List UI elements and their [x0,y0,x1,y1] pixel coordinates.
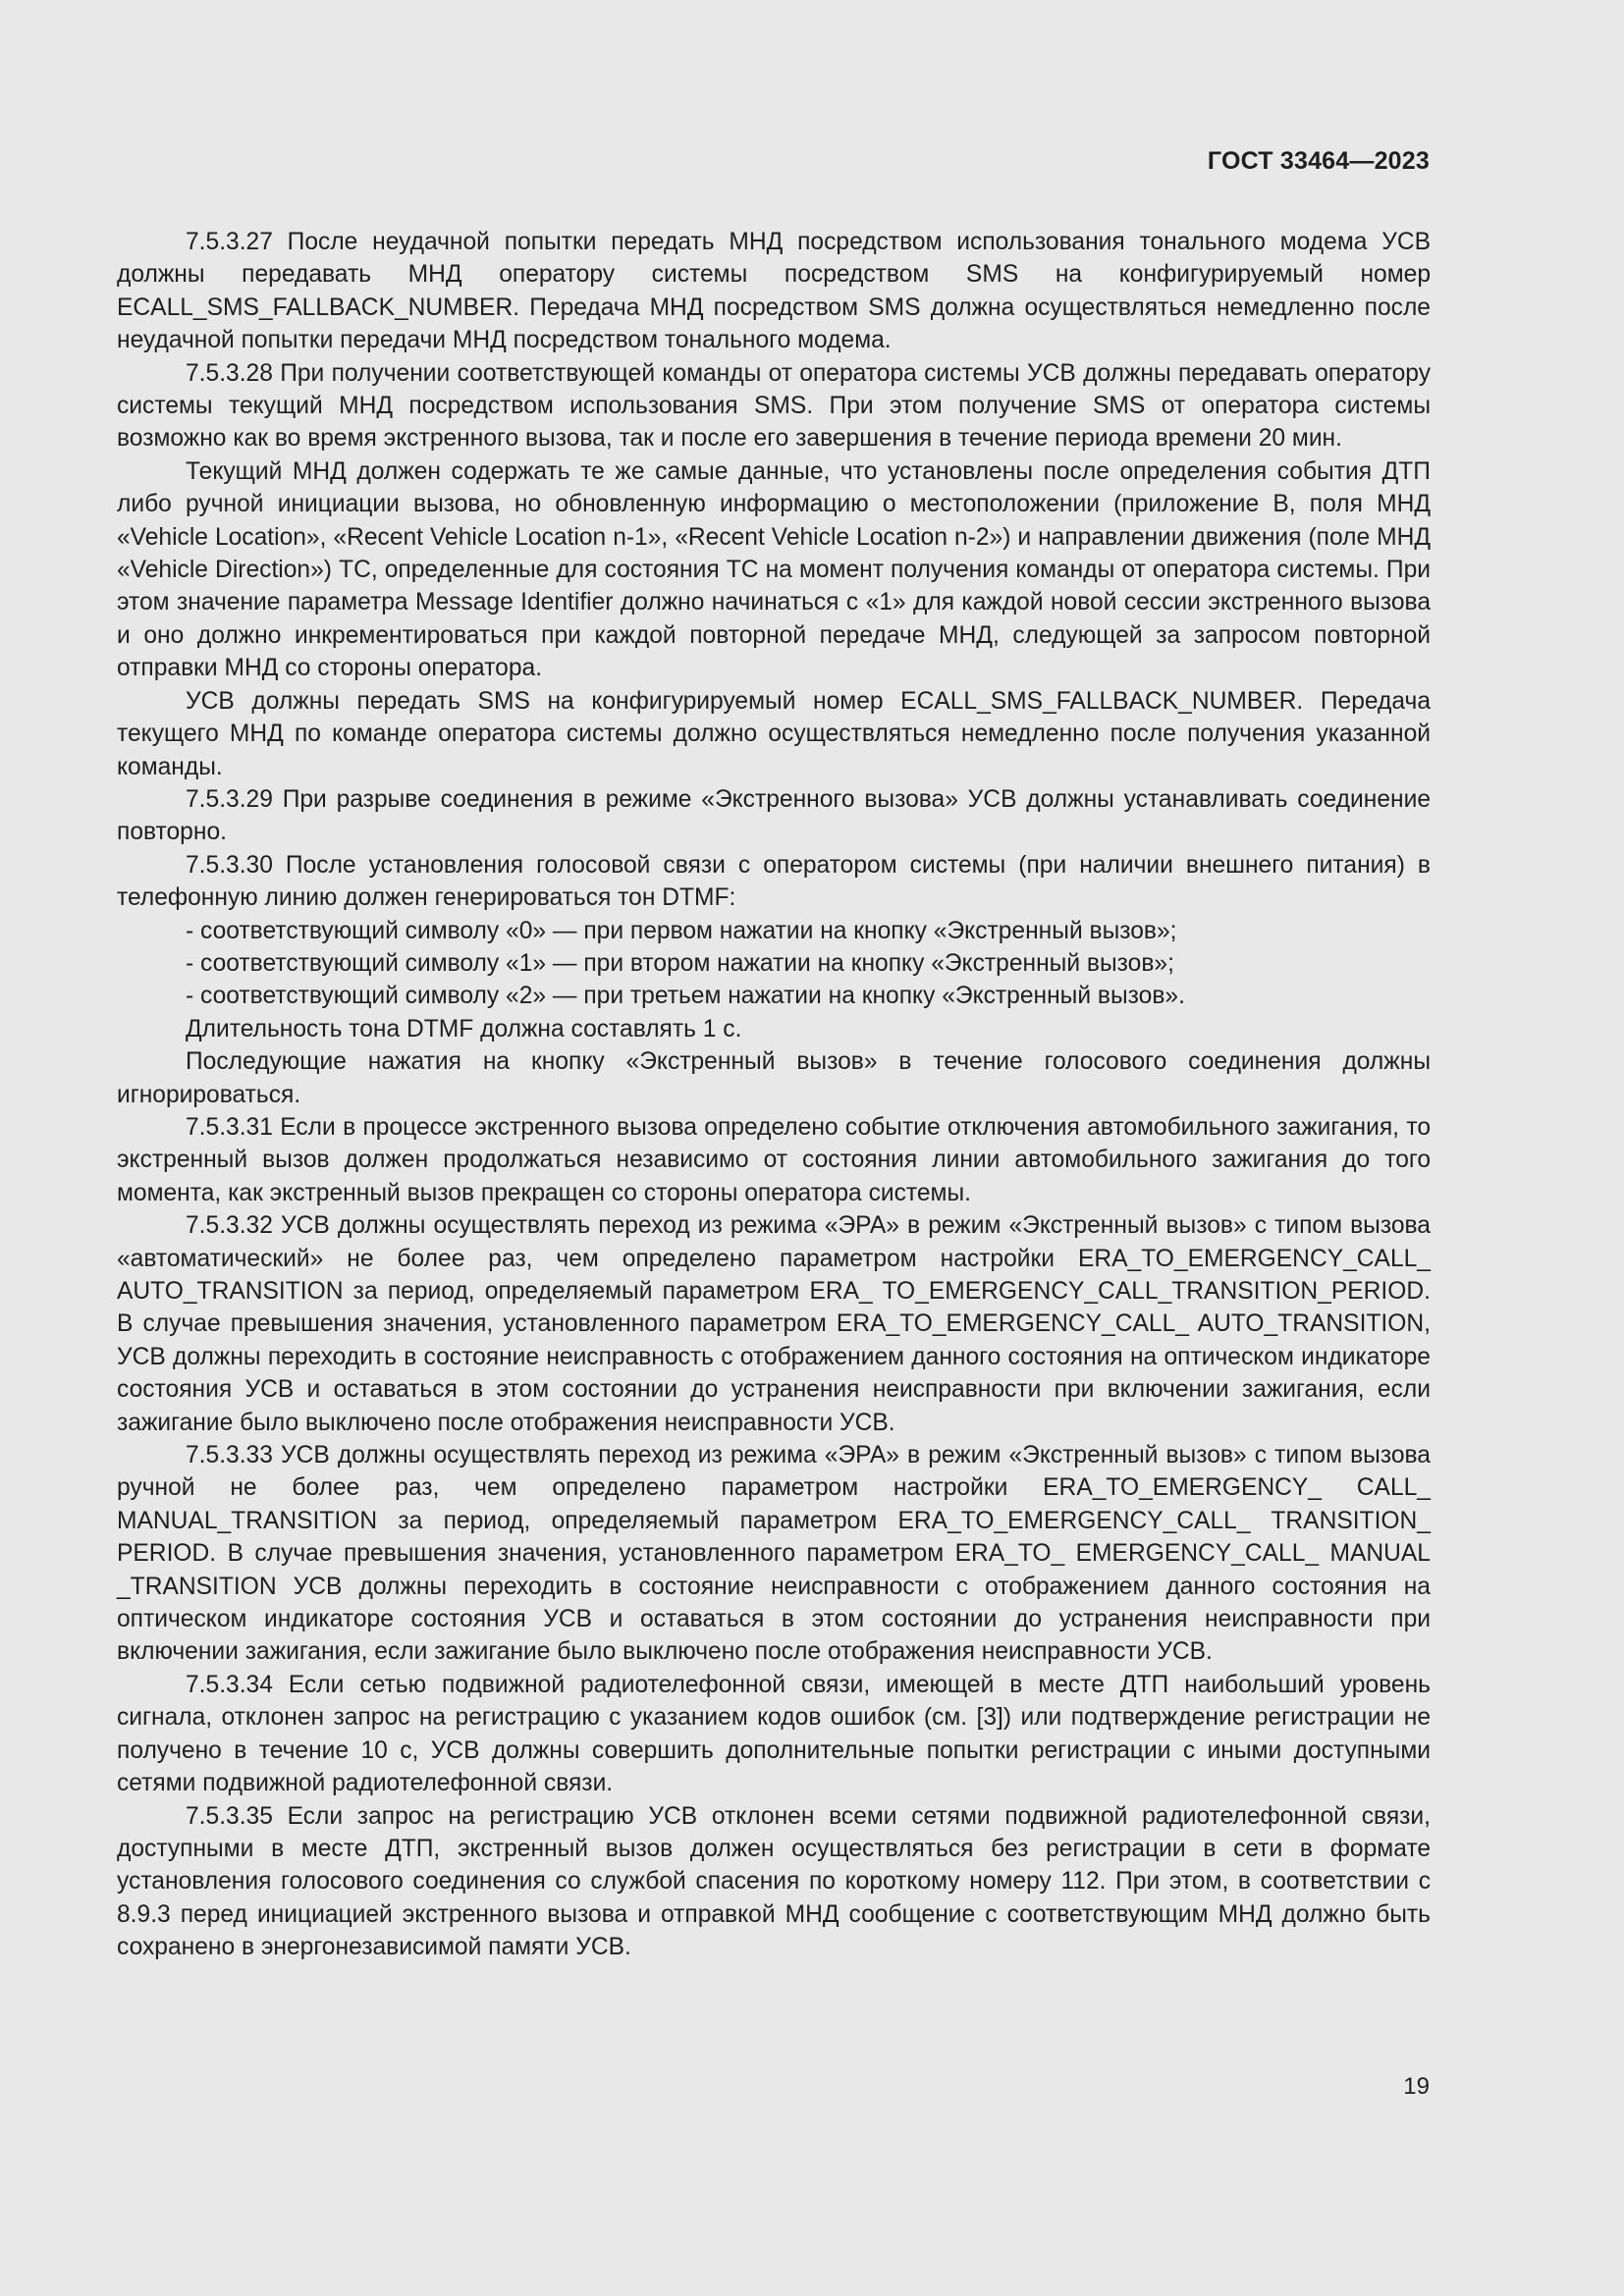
paragraph-subsequent-presses: Последующие нажатия на кнопку «Экстренный вызов» в течение голосового соединения должны игнорироваться. [117,1048,1431,1108]
list-item-dtmf-1: - соответствующий символу «1» — при втором нажатии на кнопку «Экстренный вызов»; [186,949,1174,977]
paragraph-sms-transfer: УСВ должны передать SMS на конфигурируемый номер ECALL_SMS_FALLBACK_NUMBER. Передача текущего МНД по команде оператора системы должно осуществляться немедленно после получения указанной команды. [117,687,1431,780]
paragraph-7-5-3-31: 7.5.3.31 Если в процессе экстренного вызова определено событие отключения автомобильного зажигания, то экстренный вызов должен продолжаться независимо от состояния линии автомобильного зажигания до того момента, как экстренный вызов прекращен со стороны оператора системы. [117,1113,1431,1206]
list-item-dtmf-0: - соответствующий символу «0» — при первом нажатии на кнопку «Экстренный вызов»; [186,917,1177,944]
paragraph-current-mnd: Текущий МНД должен содержать те же самые данные, что установлены после определения события ДТП либо ручной инициации вызова, но обновленную информацию о местоположении (приложение В, поля МНД «Vehicle Location», «Recent Vehicle Location n-1», «Recent Vehicle Location n-2») и направлении движения (поле МНД «Vehicle Direction») ТС, определенные для состояния ТС на момент получения команды от оператора системы. При этом значение параметра Message Identifier должно начинаться с «1» для каждой новой сессии экстренного вызова и оно должно инкрементироваться при каждой повторной передаче МНД, следующей за запросом повторной отправки МНД со стороны оператора. [117,457,1431,682]
paragraph-7-5-3-35: 7.5.3.35 Если запрос на регистрацию УСВ отклонен всеми сетями подвижной радиотелефонной связи, доступными в месте ДТП, экстренный вызов должен осуществляться без регистрации в сети в формате установления голосового соединения со службой спасения по короткому номеру 112. При этом, в соответствии с 8.9.3 перед инициацией экстренного вызова и отправкой МНД сообщение с соответствующим МНД должно быть сохранено в энергонезависимой памяти УСВ. [117,1802,1431,1961]
list-item-dtmf-2: - соответствующий символу «2» — при третьем нажатии на кнопку «Экстренный вызов». [186,983,1185,1010]
paragraph-7-5-3-30: 7.5.3.30 После установления голосовой связи с оператором системы (при наличии внешнего питания) в телефонную линию должен генерироваться тон DTMF: [117,851,1431,912]
page-number: 19 [1403,2073,1430,2100]
document-header: ГОСТ 33464—2023 [1207,147,1430,175]
paragraph-7-5-3-34: 7.5.3.34 Если сетью подвижной радиотелефонной связи, имеющей в месте ДТП наибольший уровень сигнала, отклонен запрос на регистрацию с указанием кодов ошибок (см. [3]) или подтверждение регистрации не получено в течение 10 с, УСВ должны совершить дополнительные попытки регистрации с иными доступными сетями подвижной радиотелефонной связи. [117,1671,1431,1797]
document-body [117,226,1431,1964]
paragraph-7-5-3-28: 7.5.3.28 При получении соответствующей команды от оператора системы УСВ должны передавать оператору системы текущий МНД посредством использования SMS. При этом получение SMS от оператора системы возможно как во время экстренного вызова, так и после его завершения в течение периода времени 20 мин. [117,359,1431,453]
paragraph-dtmf-duration: Длительность тона DTMF должна составлять 1 с. [186,1015,742,1042]
paragraph-7-5-3-27: 7.5.3.27 После неудачной попытки передать МНД посредством использования тонального модема УСВ должны передавать МНД оператору системы посредством SMS на конфигурируемый номер ECALL_SMS_FALLBACK_NUMBER. Передача МНД посредством SMS должна осуществляться немедленно после неудачной попытки передачи МНД посредством тонального модема. [117,229,1431,354]
paragraph-7-5-3-29: 7.5.3.29 При разрыве соединения в режиме «Экстренного вызова» УСВ должны устанавливать соединение повторно. [117,785,1431,846]
paragraph-7-5-3-33: 7.5.3.33 УСВ должны осуществлять переход из режима «ЭРА» в режим «Экстренный вызов» с типом вызова ручной не более раз, чем определено параметром настройки ERA_TO_EMERGENCY_ CALL_ MANUAL_TRANSITION за период, определяемый параметром ERA_TO_EMERGENCY_CALL_ TRANSITION_ PERIOD. В случае превышения значения, установленного параметром ERA_TO_ EMERGENCY_CALL_ MANUAL _TRANSITION УСВ должны переходить в состояние неисправности с отображением данного состояния на оптическом индикаторе состояния УСВ и оставаться в этом состоянии до устранения неисправности при включении зажигания, если зажигание было выключено после отображения неисправности УСВ. [117,1442,1431,1666]
paragraph-7-5-3-32: 7.5.3.32 УСВ должны осуществлять переход из режима «ЭРА» в режим «Экстренный вызов» с типом вызова «автоматический» не более раз, чем определено параметром настройки ERA_TO_EMERGENCY_CALL_ AUTO_TRANSITION за период, определяемый параметром ERA_ TO_EMERGENCY_CALL_TRANSITION_PERIOD. В случае превышения значения, установленного параметром ERA_TO_EMERGENCY_CALL_ AUTO_TRANSITION, УСВ должны переходить в состояние неисправность с отображением данного состояния на оптическом индикаторе состояния УСВ и оставаться в этом состоянии до устранения неисправности при включении зажигания, если зажигание было выключено после отображения неисправности УСВ. [117,1212,1431,1436]
